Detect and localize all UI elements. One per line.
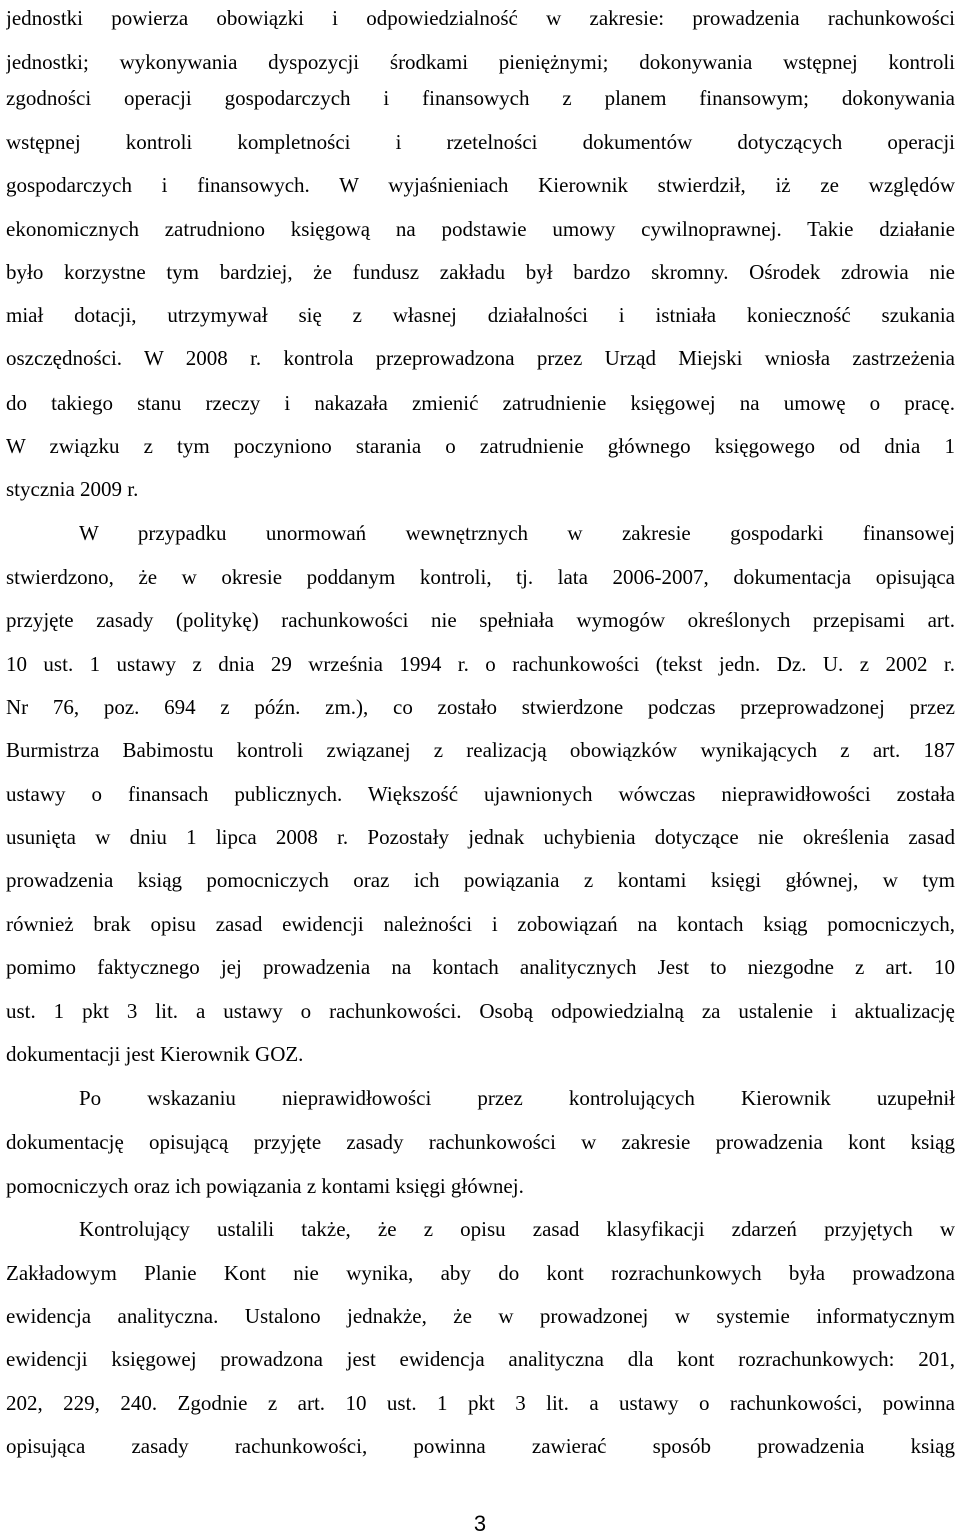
text-line: ekonomicznych zatrudniono księgową na podstawie umowy cywilnoprawnej. Takie działanie — [6, 217, 955, 241]
text-line: stycznia 2009 r. — [6, 477, 139, 501]
text-line: pomimo faktycznego jej prowadzenia na kontach analitycznych Jest to niezgodne z art. 10 — [6, 955, 955, 979]
text-line: stwierdzono, że w okresie poddanym kontroli, tj. lata 2006-2007, dokumentacja opisująca — [6, 565, 955, 589]
text-line: opisująca zasady rachunkowości, powinna zawierać sposób prowadzenia ksiąg — [6, 1434, 955, 1458]
text-line: jednostki powierza obowiązki i odpowiedzialność w zakresie: prowadzenia rachunkowości — [6, 6, 955, 30]
text-line: miał dotacji, utrzymywał się z własnej działalności i istniała konieczność szukania — [6, 303, 955, 327]
text-line: do takiego stanu rzeczy i nakazała zmienić zatrudnienie księgowej na umowę o pracę. — [6, 391, 955, 415]
page-number: 3 — [473, 1511, 487, 1536]
text-line: ust. 1 pkt 3 lit. a ustawy o rachunkowości. Osobą odpowiedzialną za ustalenie i aktualizację — [6, 999, 955, 1023]
text-line: ewidencji księgowej prowadzona jest ewidencja analityczna dla kont rozrachunkowych: 201, — [6, 1347, 955, 1371]
text-line: jednostki; wykonywania dyspozycji środkami pieniężnymi; dokonywania wstępnej kontroli — [6, 50, 955, 74]
text-line: było korzystne tym bardziej, że fundusz zakładu był bardzo skromny. Ośrodek zdrowia nie — [6, 260, 955, 284]
text-line: ewidencja analityczna. Ustalono jednakże, że w prowadzonej w systemie informatycznym — [6, 1304, 955, 1328]
text-line: wstępnej kontroli kompletności i rzetelności dokumentów dotyczących operacji — [6, 130, 955, 154]
text-line: usunięta w dniu 1 lipca 2008 r. Pozostały jednak uchybienia dotyczące nie określenia zasad — [6, 825, 955, 849]
text-line: oszczędności. W 2008 r. kontrola przeprowadzona przez Urząd Miejski wniosła zastrzeżenia — [6, 346, 955, 370]
paragraph-first-line: W przypadku unormowań wewnętrznych w zakresie gospodarki finansowej — [79, 521, 955, 545]
text-line: przyjęte zasady (politykę) rachunkowości nie spełniała wymogów określonych przepisami art. — [6, 608, 955, 632]
text-line: Burmistrza Babimostu kontroli związanej z realizacją obowiązków wynikających z art. 187 — [6, 738, 955, 762]
text-line: dokumentacji jest Kierownik GOZ. — [6, 1042, 304, 1066]
text-line: W związku z tym poczyniono starania o zatrudnienie głównego księgowego od dnia 1 — [6, 434, 955, 458]
text-line: również brak opisu zasad ewidencji należności i zobowiązań na kontach ksiąg pomocniczych, — [6, 912, 955, 936]
text-line: dokumentację opisującą przyjęte zasady rachunkowości w zakresie prowadzenia kont ksiąg — [6, 1130, 955, 1154]
text-line: gospodarczych i finansowych. W wyjaśnieniach Kierownik stwierdził, iż ze względów — [6, 173, 955, 197]
text-line: Zakładowym Planie Kont nie wynika, aby do kont rozrachunkowych była prowadzona — [6, 1261, 955, 1285]
text-line: ustawy o finansach publicznych. Większość ujawnionych wówczas nieprawidłowości została — [6, 782, 955, 806]
text-line: Nr 76, poz. 694 z późn. zm.), co zostało stwierdzone podczas przeprowadzonej przez — [6, 695, 955, 719]
paragraph-first-line: Po wskazaniu nieprawidłowości przez kontrolujących Kierownik uzupełnił — [79, 1086, 955, 1110]
paragraph-first-line: Kontrolujący ustalili także, że z opisu zasad klasyfikacji zdarzeń przyjętych w — [79, 1217, 955, 1241]
text-line: zgodności operacji gospodarczych i finansowych z planem finansowym; dokonywania — [6, 86, 955, 110]
text-line: prowadzenia ksiąg pomocniczych oraz ich powiązania z kontami księgi głównej, w tym — [6, 868, 955, 892]
text-line: 202, 229, 240. Zgodnie z art. 10 ust. 1 pkt 3 lit. a ustawy o rachunkowości, powinna — [6, 1391, 955, 1415]
text-line: 10 ust. 1 ustawy z dnia 29 września 1994 r. o rachunkowości (tekst jedn. Dz. U. z 2002 r. — [6, 652, 955, 676]
text-line: pomocniczych oraz ich powiązania z kontami księgi głównej. — [6, 1174, 524, 1198]
